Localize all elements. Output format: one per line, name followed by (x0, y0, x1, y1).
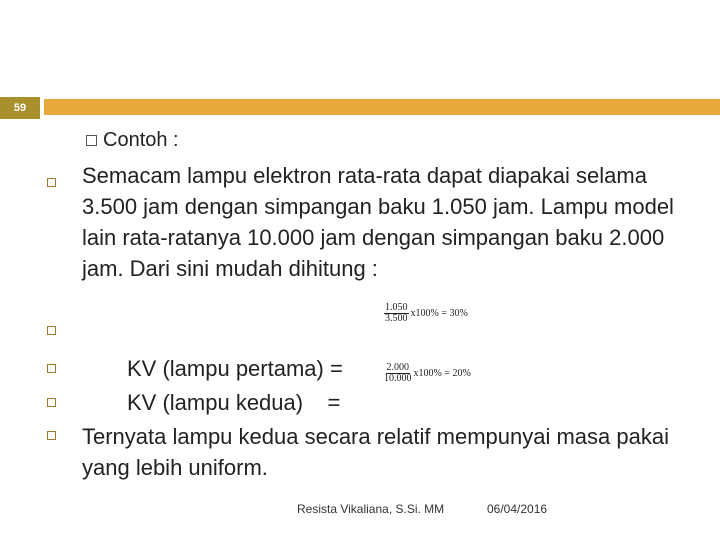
formula2-denominator: 10.000 (384, 373, 412, 384)
kv1-line: KV (lampu pertama) = (127, 356, 343, 381)
kv2-line: KV (lampu kedua) = (127, 390, 341, 415)
formula-cv2 (384, 363, 471, 384)
formula1-rest: x100% = 30% (410, 308, 468, 319)
subtitle (86, 129, 179, 152)
square-bullet-icon (47, 364, 56, 373)
formula2-numerator: 2.000 (386, 362, 409, 373)
square-bullet-icon (47, 431, 56, 440)
square-bullet-icon (47, 398, 56, 407)
header-bar (0, 97, 720, 119)
square-bullet-icon (47, 178, 56, 187)
footer-date: 06/04/2016 (487, 502, 548, 516)
square-bullet-icon (86, 135, 97, 146)
paragraph-intro: Semacam lampu elektron rata-rata dapat diapakai selama 3.500 jam dengan simpangan baku 1.050 jam. Lampu model lain rata-ratanya 10.000 jam dengan simpangan baku 2.000 jam. Dari sini mudah dihitung : (82, 163, 674, 281)
footer-author: Resista Vikaliana, S.Si. MM (297, 502, 445, 516)
square-bullet-icon (47, 326, 56, 335)
formula1-numerator: 1.050 (385, 302, 408, 313)
formula2-rest: x100% = 20% (413, 368, 471, 379)
slide-number: 59 (0, 97, 40, 119)
formula-cv1 (384, 303, 468, 324)
accent-band (44, 99, 720, 115)
subtitle-text: Contoh : (103, 129, 179, 151)
paragraph-conclusion: Ternyata lampu kedua secara relatif mempunyai masa pakai yang lebih uniform. (82, 424, 669, 480)
formula1-denominator: 3.500 (385, 313, 408, 324)
